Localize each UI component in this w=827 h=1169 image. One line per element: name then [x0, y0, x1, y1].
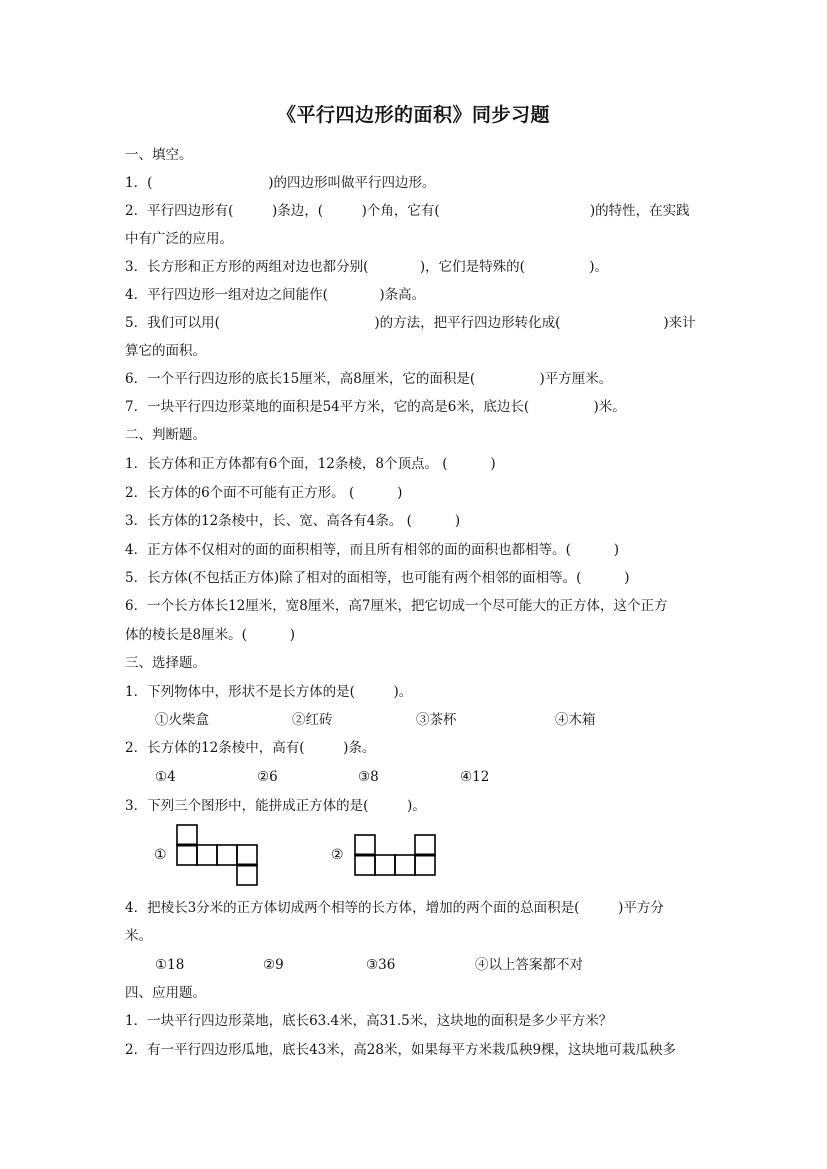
choice-question-4-cont: 米。 [125, 928, 152, 944]
fill-question-5-cont: 算它的面积。 [125, 343, 206, 359]
choice-4-option-4: ④以上答案都不对 [475, 957, 583, 973]
choice-question-2: 2．长方体的12条棱中，高有( )条。 [125, 740, 376, 756]
net-1-square [197, 845, 217, 865]
net-2-square [415, 855, 435, 875]
section-heading-choice: 三、选择题。 [125, 655, 206, 671]
choice-2-option-3: ③8 [358, 769, 379, 785]
choice-2-option-2: ②6 [257, 769, 278, 785]
choice-2-option-1: ①4 [155, 769, 176, 785]
fill-question-7: 7．一块平行四边形菜地的面积是54平方米，它的高是6米，底边长( )米。 [125, 399, 626, 415]
net-1-square [237, 845, 257, 865]
fill-question-1: 1．( )的四边形叫做平行四边形。 [125, 175, 436, 191]
choice-4-option-2: ②9 [263, 957, 284, 973]
section-heading-apply: 四、应用题。 [125, 985, 206, 1001]
cube-net-1-figure [170, 820, 265, 890]
fill-question-4: 4．平行四边形一组对边之间能作( )条高。 [125, 287, 426, 303]
judge-question-6-cont: 体的棱长是8厘米。( ) [125, 627, 296, 643]
judge-question-3: 3．长方体的12条棱中，长、宽、高各有4条。 ( ) [125, 513, 461, 529]
section-heading-judge: 二、判断题。 [125, 427, 206, 443]
net-1-square [177, 825, 197, 845]
net-2-square [415, 835, 435, 855]
section-heading-fill: 一、填空。 [125, 147, 193, 163]
apply-question-2: 2．有一平行四边形瓜地，底长43米，高28米，如果每平方米栽瓜秧9棵，这块地可栽瓜秧多 [125, 1042, 677, 1058]
choice-question-4: 4．把棱长3分米的正方体切成两个相等的长方体，增加的两个面的总面积是( )平方分 [125, 900, 664, 916]
judge-question-4: 4．正方体不仅相对的面的面积相等，而且所有相邻的面的面积也都相等。( ) [125, 542, 620, 558]
net-1-square [217, 845, 237, 865]
net-2-square [395, 855, 415, 875]
judge-question-1: 1．长方体和正方体都有6个面，12条棱，8个顶点。 ( ) [125, 456, 496, 472]
choice-1-option-3: ③茶杯 [416, 712, 457, 728]
choice-1-option-4: ④木箱 [555, 712, 596, 728]
net-label-2: ② [331, 847, 344, 863]
net-1-square [177, 845, 197, 865]
net-2-square [355, 855, 375, 875]
fill-question-6: 6．一个平行四边形的底长15厘米，高8厘米，它的面积是( )平方厘米。 [125, 371, 613, 387]
fill-question-3: 3．长方形和正方形的两组对边也都分别( )，它们是特殊的( )。 [125, 259, 609, 275]
net-2-square [375, 855, 395, 875]
judge-question-2: 2．长方体的6个面不可能有正方形。 ( ) [125, 485, 403, 501]
net-2-square [355, 835, 375, 855]
fill-question-2-cont: 中有广泛的应用。 [125, 231, 233, 247]
choice-2-option-4: ④12 [460, 769, 490, 785]
choice-question-3: 3．下列三个图形中，能拼成正方体的是( )。 [125, 798, 426, 814]
cube-net-2-figure [350, 830, 445, 882]
choice-4-option-3: ③36 [366, 957, 396, 973]
judge-question-5: 5．长方体(不包括正方体)除了相对的面相等，也可能有两个相邻的面相等。( ) [125, 570, 630, 586]
net-label-1: ① [154, 847, 167, 863]
apply-question-1: 1．一块平行四边形菜地，底长63.4米，高31.5米，这块地的面积是多少平方米？ [125, 1013, 613, 1029]
choice-1-option-2: ②红砖 [292, 712, 333, 728]
judge-question-6: 6．一个长方体长12厘米，宽8厘米，高7厘米，把它切成一个尽可能大的正方体，这个正方 [125, 598, 668, 614]
choice-4-option-1: ①18 [155, 957, 185, 973]
choice-question-1: 1．下列物体中，形状不是长方体的是( )。 [125, 684, 413, 700]
choice-1-option-1: ①火柴盒 [155, 712, 209, 728]
page-title: 《平行四边形的面积》同步习题 [276, 104, 550, 126]
fill-question-5: 5．我们可以用( )的方法，把平行四边形转化成( )来计 [125, 315, 696, 331]
net-1-square [237, 865, 257, 885]
fill-question-2: 2．平行四边形有( )条边，( )个角，它有( )的特性，在实践 [125, 203, 690, 219]
